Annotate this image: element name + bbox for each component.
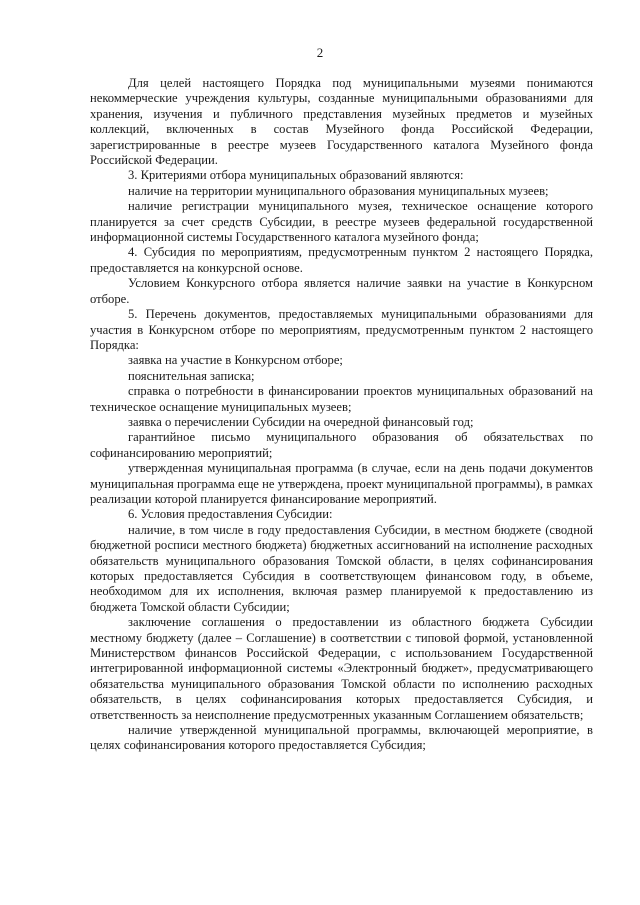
paragraph-doc-application: заявка на участие в Конкурсном отборе; (128, 353, 343, 368)
paragraph-museum-definition: Для целей настоящего Порядка под муниципальными музеями понимаются некоммерческие учреждения культуры, созданные муниципальными образованиями для хранения, изучения и публичного представления музейных предметов и музейных коллекций, включенных в состав Музейного фонда Российской Федерации, зарегистрированные в реестре музеев Государственного каталога Музейного фонда Российской Федерации. (90, 76, 593, 168)
paragraph-selection-criteria-heading: 3. Критериями отбора муниципальных образований являются: (128, 168, 464, 183)
paragraph-condition-agreement: заключение соглашения о предоставлении из областного бюджета Субсидии местному бюджету (далее – Соглашение) в соответствии с типовой формой, установленной Министерством финансов Российской Федерации, с использованием Государственной интегрированной информационной системы «Электронный бюджет», предусматривающего обязательства муниципального образования Томской области по исполнению расходных обязательств, в целях софинансирования которых предоставляется Субсидия, и ответственность за неисполнение предусмотренных указанным Соглашением обязательств; (90, 615, 593, 722)
paragraph-doc-explanatory-note: пояснительная записка; (128, 368, 255, 383)
paragraph-documents-list-heading: 5. Перечень документов, предоставляемых муниципальными образованиями для участия в Конкурсном отборе по мероприятиям, предусмотренным пунктом 2 настоящего Порядка: (90, 307, 593, 352)
paragraph-condition-budget: наличие, в том числе в году предоставления Субсидии, в местном бюджете (сводной бюджетной росписи местного бюджета) бюджетных ассигнований на исполнение расходных обязательств муниципального образования Томской области, в целях софинансирования которых предоставляется Субсидия в соответствующем финансовом году, в объеме, необходимом для их исполнения, включая размер планируемой к предоставлению из бюджета Томской области Субсидии; (90, 522, 593, 614)
paragraph-doc-municipal-program: утвержденная муниципальная программа (в случае, если на день подачи документов муниципальная программа еще не утверждена, проект муниципальной программы), в рамках реализации которой планируется финансирование мероприятий. (90, 461, 593, 506)
paragraph-doc-guarantee-letter: гарантийное письмо муниципального образования об обязательствах по софинансированию мероприятий; (90, 430, 593, 460)
paragraph-criterion-museums: наличие на территории муниципального образования муниципальных музеев; (128, 183, 549, 198)
paragraph-condition-program: наличие утвержденной муниципальной программы, включающей мероприятие, в целях софинансирования которого предоставляется Субсидия; (90, 723, 593, 753)
paragraph-doc-transfer-request: заявка о перечислении Субсидии на очередной финансовый год; (128, 414, 474, 429)
page-number: 2 (316, 45, 324, 60)
paragraph-subsidy-conditions-heading: 6. Условия предоставления Субсидии: (128, 507, 333, 522)
paragraph-selection-condition: Условием Конкурсного отбора является наличие заявки на участие в Конкурсном отборе. (90, 276, 593, 306)
document-body (90, 76, 593, 754)
paragraph-criterion-registration: наличие регистрации муниципального музея, техническое оснащение которого планируется за счет средств Субсидии, в реестре музеев федеральной государственной информационной системы Государственного каталога музейного фонда; (90, 199, 593, 245)
paragraph-doc-funding-reference: справка о потребности в финансировании проектов муниципальных образований на техническое оснащение муниципальных музеев; (90, 384, 593, 414)
paragraph-competitive-basis: 4. Субсидия по мероприятиям, предусмотренным пунктом 2 настоящего Порядка, предоставляется на конкурсной основе. (90, 245, 593, 275)
